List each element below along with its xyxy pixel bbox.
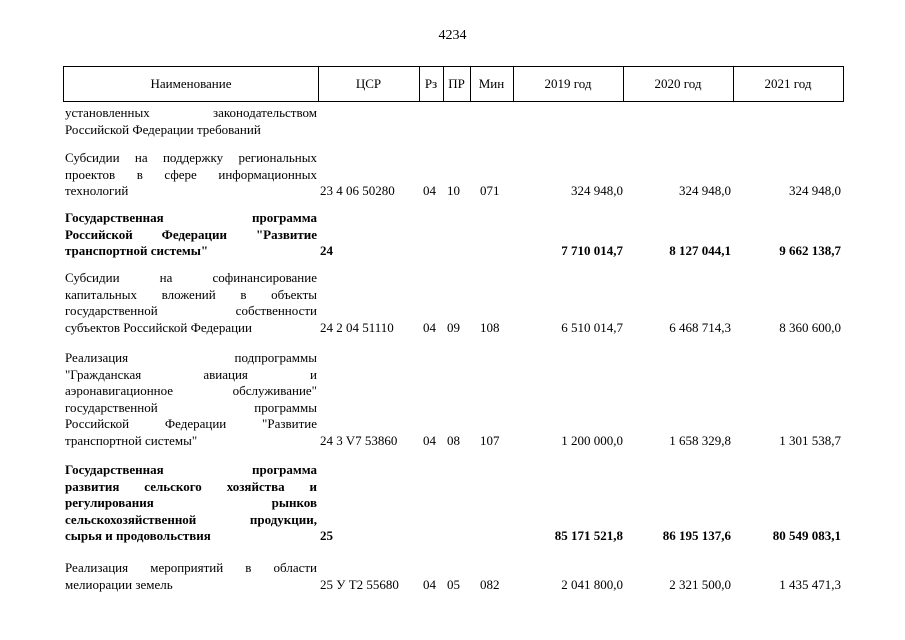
row-name-line: государственной программы xyxy=(65,399,317,415)
row-name xyxy=(65,150,317,200)
row-2021: 1 435 471,3 xyxy=(779,576,841,592)
row-2019: 324 948,0 xyxy=(571,183,623,198)
row-name-line: аэронавигационное обслуживание" xyxy=(65,383,317,398)
row-csr: 23 4 06 50280 xyxy=(320,183,395,198)
row-csr: 25 У Т2 55680 xyxy=(320,576,399,592)
row-name-line: Реализация подпрограммы xyxy=(65,350,317,365)
row-name-line: Российской Федерации "Развитие xyxy=(65,226,317,242)
row-pr: 09 xyxy=(447,319,460,335)
row-rz: 04 xyxy=(423,432,436,448)
row-rz: 04 xyxy=(423,576,436,592)
row-2021: 1 301 538,7 xyxy=(779,432,841,448)
row-name-line: проектов в сфере информационных xyxy=(65,166,317,182)
header-2019: 2019 год xyxy=(513,66,624,102)
row-name-line: Государственная программа xyxy=(65,462,317,477)
row-2020: 86 195 137,6 xyxy=(662,528,731,543)
row-name-line: Российской Федерации "Развитие xyxy=(65,416,317,431)
row-name-line: Российской Федерации требований xyxy=(65,121,261,137)
row-2019: 1 200 000,0 xyxy=(561,432,623,448)
header-pr: ПР xyxy=(443,66,471,102)
row-min: 082 xyxy=(480,576,500,592)
row-csr: 24 2 04 51110 xyxy=(320,319,394,335)
row-2019: 85 171 521,8 xyxy=(554,528,623,543)
row-name xyxy=(65,560,317,593)
row-name xyxy=(65,105,317,138)
header-rz: Рз xyxy=(419,66,444,102)
row-2021: 80 549 083,1 xyxy=(772,528,841,543)
row-csr: 24 xyxy=(320,243,333,258)
row-min: 071 xyxy=(480,183,500,198)
header-name: Наименование xyxy=(63,66,319,102)
row-name-line: Реализация мероприятий в области xyxy=(65,560,317,575)
row-2019: 7 710 014,7 xyxy=(561,243,623,258)
row-name-line: транспортной системы" xyxy=(65,432,198,448)
row-2019: 2 041 800,0 xyxy=(561,576,623,592)
header-csr: ЦСР xyxy=(318,66,420,102)
row-name-line: регулирования рынков xyxy=(65,495,317,510)
row-2020: 2 321 500,0 xyxy=(669,576,731,592)
row-name-line: Субсидии на поддержку региональных xyxy=(65,150,317,165)
row-2020: 6 468 714,3 xyxy=(669,319,731,335)
header-2020: 2020 год xyxy=(623,66,734,102)
row-min: 107 xyxy=(480,432,500,448)
row-name-line: сырья и продовольствия xyxy=(65,528,211,543)
row-pr: 10 xyxy=(447,183,460,198)
row-pr: 08 xyxy=(447,432,460,448)
row-name-line: сельскохозяйственной продукции, xyxy=(65,511,317,527)
row-2021: 8 360 600,0 xyxy=(779,319,841,335)
row-csr: 24 3 V7 53860 xyxy=(320,432,398,448)
row-name-line: капитальных вложений в объекты xyxy=(65,286,317,302)
row-name-line: установленных законодательством xyxy=(65,105,317,120)
header-2021: 2021 год xyxy=(733,66,844,102)
row-2021: 9 662 138,7 xyxy=(779,243,841,258)
row-2020: 1 658 329,8 xyxy=(669,432,731,448)
row-csr: 25 xyxy=(320,528,333,543)
row-name-line: транспортной системы" xyxy=(65,243,209,258)
row-2020: 8 127 044,1 xyxy=(669,243,731,258)
row-name xyxy=(65,462,317,545)
row-name-line: мелиорации земель xyxy=(65,576,173,592)
row-name xyxy=(65,210,317,260)
row-min: 108 xyxy=(480,319,500,335)
row-2021: 324 948,0 xyxy=(789,183,841,198)
row-name-line: "Гражданская авиация и xyxy=(65,366,317,382)
row-name-line: технологий xyxy=(65,183,129,198)
header-min: Мин xyxy=(470,66,514,102)
row-name-line: государственной собственности xyxy=(65,303,317,318)
row-2020: 324 948,0 xyxy=(679,183,731,198)
row-name-line: субъектов Российской Федерации xyxy=(65,319,252,335)
row-name xyxy=(65,350,317,449)
row-pr: 05 xyxy=(447,576,460,592)
row-name-line: развития сельского хозяйства и xyxy=(65,478,317,494)
row-name xyxy=(65,270,317,336)
page-number: 4234 xyxy=(438,28,467,43)
row-rz: 04 xyxy=(423,319,436,335)
row-rz: 04 xyxy=(423,183,436,198)
row-name-line: Государственная программа xyxy=(65,210,317,225)
row-name-line: Субсидии на софинансирование xyxy=(65,270,317,285)
row-2019: 6 510 014,7 xyxy=(561,319,623,335)
